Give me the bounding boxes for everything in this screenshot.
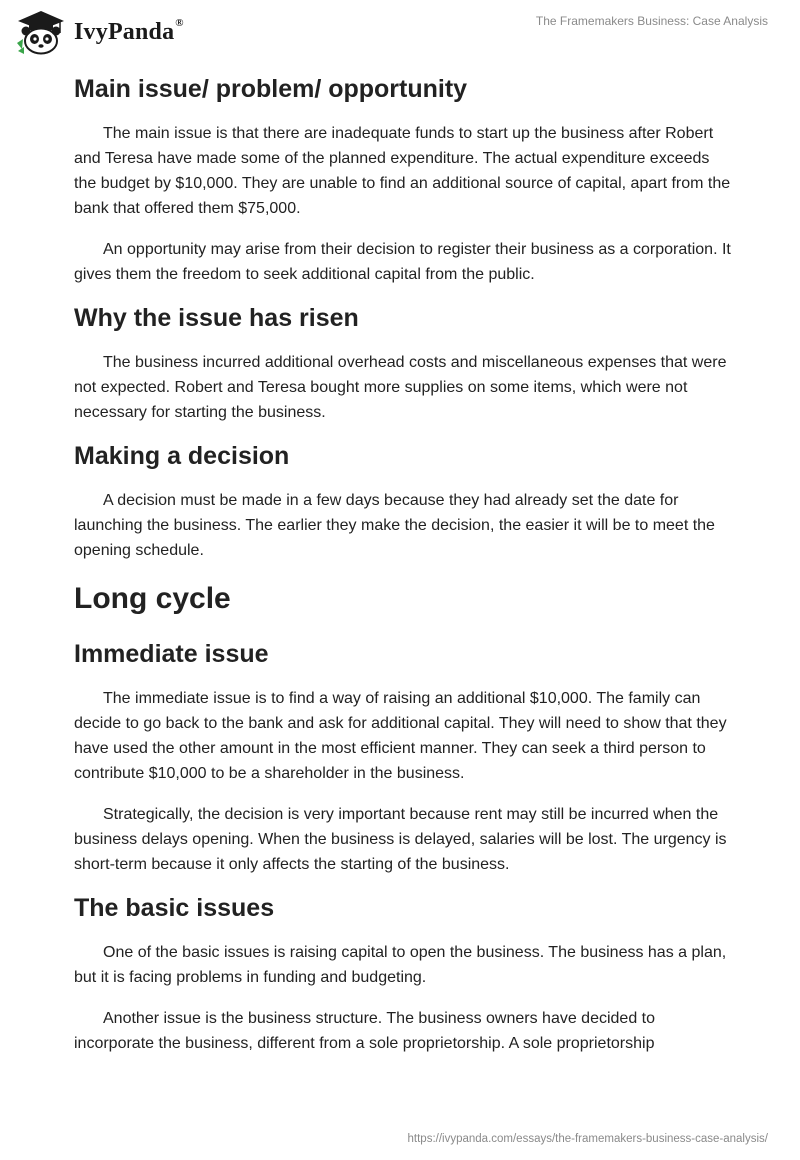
- paragraph: An opportunity may arise from their decision to register their business as a corporation. It gives them the freedom to seek additional capital from the public.: [74, 241, 731, 283]
- panda-graduate-icon: [14, 9, 68, 55]
- logo-name: IvyPanda: [74, 18, 175, 45]
- essay-content: [74, 72, 734, 1056]
- paragraph: A decision must be made in a few days because they had already set the date for launching the business. The earlier they make the decision, the easier it will be to meet the opening schedule.: [74, 492, 715, 559]
- registered-mark: ®: [175, 16, 184, 29]
- heading-basic-issues: The basic issues: [74, 894, 275, 922]
- paragraph: The main issue is that there are inadequate funds to start up the business after Robert and Teresa have made some of the planned expenditure. The actual expenditure exceeds the budget by $10,000. They are unable to find an additional source of capital, apart from the bank that offered them $75,000.: [74, 125, 731, 217]
- page-header: [0, 0, 800, 70]
- source-url-link[interactable]: https://ivypanda.com/essays/the-framemakers-business-case-analysis/: [407, 1133, 768, 1145]
- paragraph: One of the basic issues is raising capital to open the business. The business has a plan, but it is facing problems in funding and budgeting.: [74, 944, 727, 986]
- heading-making-decision: Making a decision: [74, 442, 290, 470]
- paragraph: The business incurred additional overhead costs and miscellaneous expenses that were not expected. Robert and Teresa bought more supplies on some items, which were not necessary for starting the business.: [74, 354, 727, 421]
- heading-long-cycle: Long cycle: [74, 582, 231, 615]
- logo-wordmark: [74, 16, 184, 46]
- heading-why-issue: Why the issue has risen: [74, 304, 359, 332]
- ivypanda-logo[interactable]: [14, 9, 184, 55]
- document-title: The Framemakers Business: Case Analysis: [535, 14, 768, 28]
- paragraph: Strategically, the decision is very important because rent may still be incurred when the business delays opening. When the business is delayed, salaries will be lost. The urgency is short-term because it only affects the starting of the business.: [74, 806, 727, 873]
- paragraph: The immediate issue is to find a way of raising an additional $10,000. The family can decide to go back to the bank and ask for additional capital. They will need to show that they have used the other amount in the most efficient manner. They can seek a third person to contribute $10,000 to be a shareholder in the business.: [74, 690, 727, 782]
- heading-immediate-issue: Immediate issue: [74, 640, 269, 668]
- heading-main-issue: Main issue/ problem/ opportunity: [74, 75, 468, 103]
- paragraph: Another issue is the business structure. The business owners have decided to incorporate the business, different from a sole proprietorship. A sole proprietorship: [74, 1010, 656, 1052]
